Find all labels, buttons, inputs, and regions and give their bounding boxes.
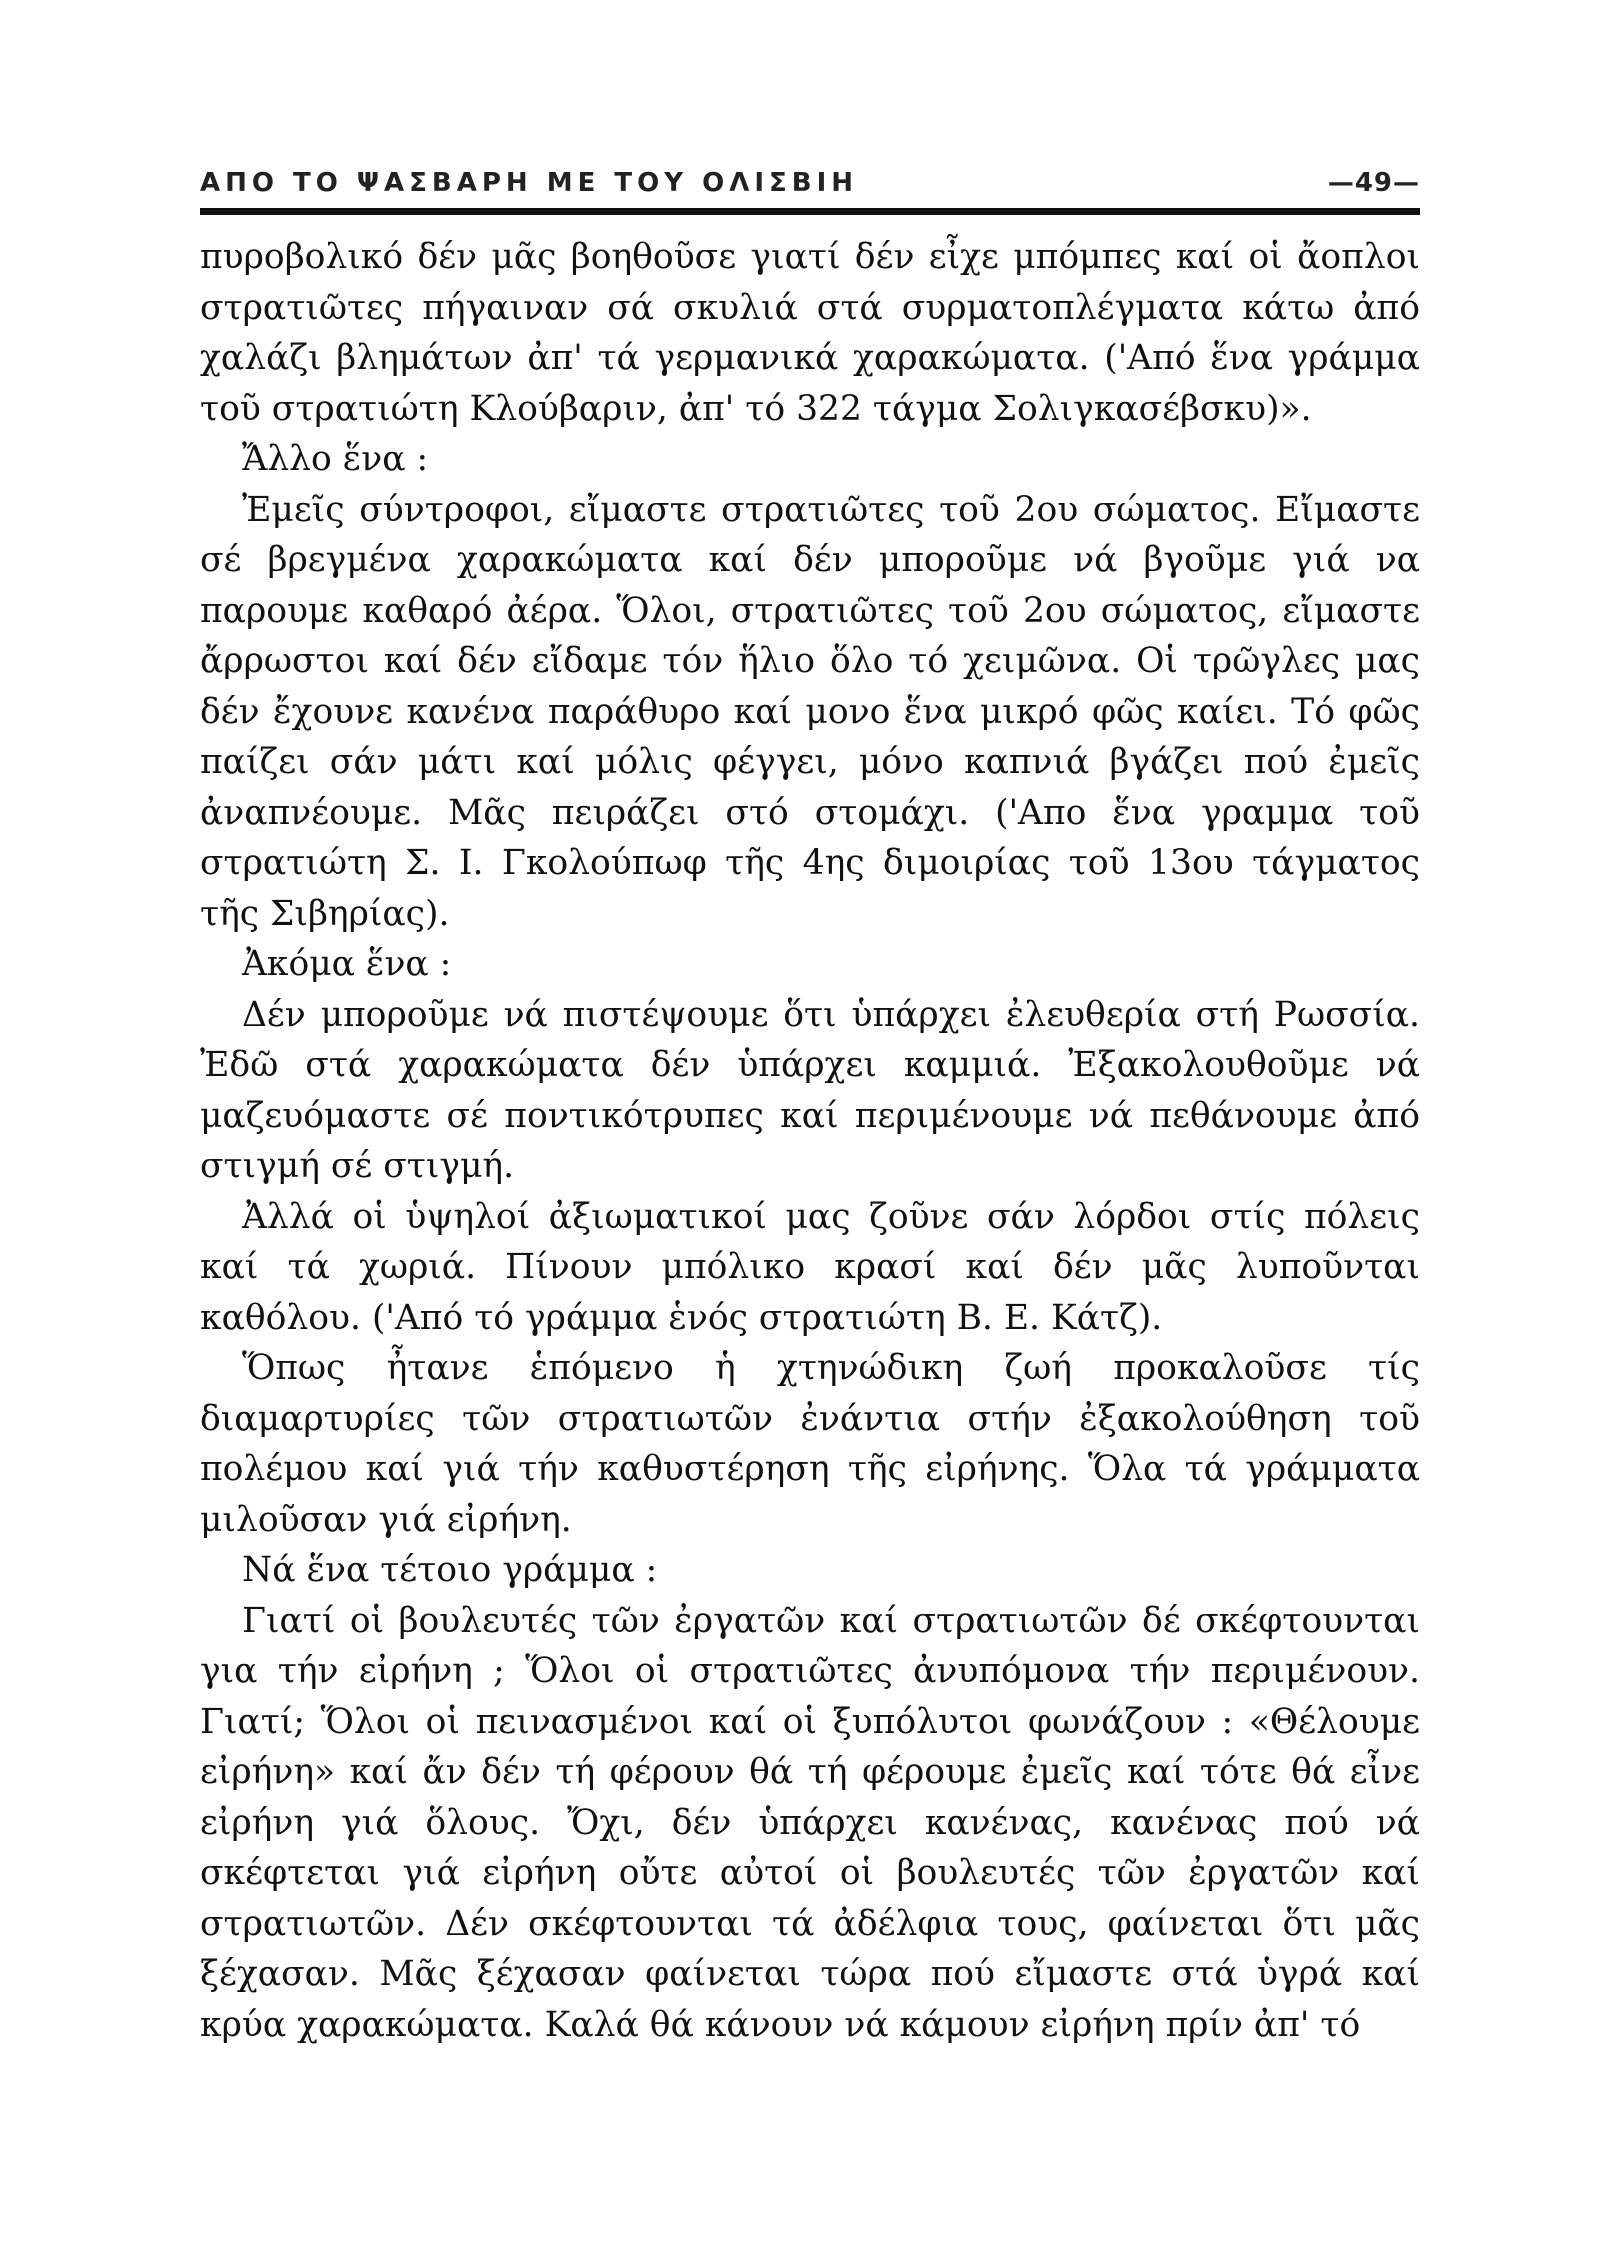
running-head bbox=[200, 168, 1420, 198]
running-head-title: ΑΠΟ ΤΟ ΨΑΣΒΑΡΗ ΜΕ ΤΟΥ ΟΛΙΣΒΙΗ bbox=[200, 168, 859, 198]
body-text bbox=[200, 232, 1420, 2050]
paragraph: Ἐμεῖς σύντροφοι, εἴμαστε στρατιῶτες τοῦ 2ου σώματος. Εἴμαστε σέ βρεγμένα χαρακώματα καί δέν μποροῦμε νά βγοῦμε γιά να παρουμε καθαρό ἀέρα. Ὅλοι, στρατιῶτες τοῦ 2ου σώματος, εἴμαστε ἄρρωστοι καί δέν εἴδαμε τόν ἥλιο ὅλο τό χειμῶνα. Οἱ τρῶγλες μας δέν ἔχουνε κανένα παράθυρο καί μονο ἕνα μικρό φῶς καίει. Τό φῶς παίζει σάν μάτι καί μόλις φέγγει, μόνο καπνιά βγάζει πού ἐμεῖς ἀναπνέουμε. Μᾶς πειράζει στό στομάχι. ('Απο ἕνα γραμμα τοῦ στρατιώτη Σ. Ι. Γκολούπωφ τῆς 4ης διμοιρίας τοῦ 13ου τάγματος τῆς Σιβηρίας). bbox=[200, 489, 1420, 934]
paragraph: Ἄλλο ἕνα : bbox=[242, 439, 429, 479]
paragraph: Ἀκόμα ἕνα : bbox=[242, 944, 452, 984]
page-number: —49— bbox=[1327, 168, 1420, 198]
paragraph: Ἀλλά οἱ ὑψηλοί ἀξιωματικοί μας ζοῦνε σάν λόρδοι στίς πόλεις καί τά χωριά. Πίνουν μπόλικο κρασί καί δέν μᾶς λυποῦνται καθόλου. ('Από τό γράμμα ἑνός στρατιώτη Β. Ε. Κάτζ). bbox=[200, 1196, 1420, 1338]
book-page bbox=[200, 0, 1420, 2258]
paragraph: Γιατί οἱ βουλευτές τῶν ἐργατῶν καί στρατιωτῶν δέ σκέφτουνται για τήν εἰρήνη ; Ὅλοι οἱ στρατιῶτες ἀνυπόμονα τήν περιμένουν. Γιατί; Ὅλοι οἱ πεινασμένοι καί οἱ ξυπόλυτοι φωνάζουν : «Θέλουμε εἰρήνη» καί ἄν δέν τή φέρουν θά τή φέρουμε ἐμεῖς καί τότε θά εἶνε εἰρήνη γιά ὅλους. Ὄχι, δέν ὑπάρχει κανένας, κανένας πού νά σκέφτεται γιά εἰρήνη οὔτε αὐτοί οἱ βουλευτές τῶν ἐργατῶν καί στρατιωτῶν. Δέν σκέφτουνται τά ἀδέλφια τους, φαίνεται ὅτι μᾶς ξέχασαν. Μᾶς ξέχασαν φαίνεται τώρα πού εἴμαστε στά ὑγρά καί κρύα χαρακώματα. Καλά θά κάνουν νά κάμουν εἰρήνη πρίν ἀπ' τό bbox=[200, 1600, 1420, 2045]
paragraph: Ὅπως ἦτανε ἑπόμενο ἡ χτηνώδικη ζωή προκαλοῦσε τίς διαμαρτυρίες τῶν στρατιωτῶν ἐνάντια στήν ἐξακολούθηση τοῦ πολέμου καί γιά τήν καθυστέρηση τῆς εἰρήνης. Ὅλα τά γράμματα μιλοῦσαν γιά εἰρήνη. bbox=[200, 1348, 1420, 1540]
paragraph: Νά ἕνα τέτοιο γράμμα : bbox=[242, 1550, 658, 1590]
paragraph: Δέν μποροῦμε νά πιστέψουμε ὅτι ὑπάρχει ἐλευθερία στή Ρωσσία. Ἐδῶ στά χαρακώματα δέν ὑπάρχει καμμιά. Ἐξακολουθοῦμε νά μαζευόμαστε σέ ποντικότρυπες καί περιμένουμε νά πεθάνουμε ἀπό στιγμή σέ στιγμή. bbox=[200, 994, 1420, 1186]
paragraph: πυροβολικό δέν μᾶς βοηθοῦσε γιατί δέν εἶχε μπόμπες καί οἱ ἄοπλοι στρατιῶτες πήγαιναν σά σκυλιά στά συρματοπλέγματα κάτω ἀπό χαλάζι βλημάτων ἀπ' τά γερμανικά χαρακώματα. ('Από ἕνα γράμμα τοῦ στρατιώτη Κλούβαριν, ἀπ' τό 322 τάγμα Σολιγκασέβσκυ)». bbox=[200, 237, 1420, 429]
header-rule bbox=[200, 208, 1420, 215]
